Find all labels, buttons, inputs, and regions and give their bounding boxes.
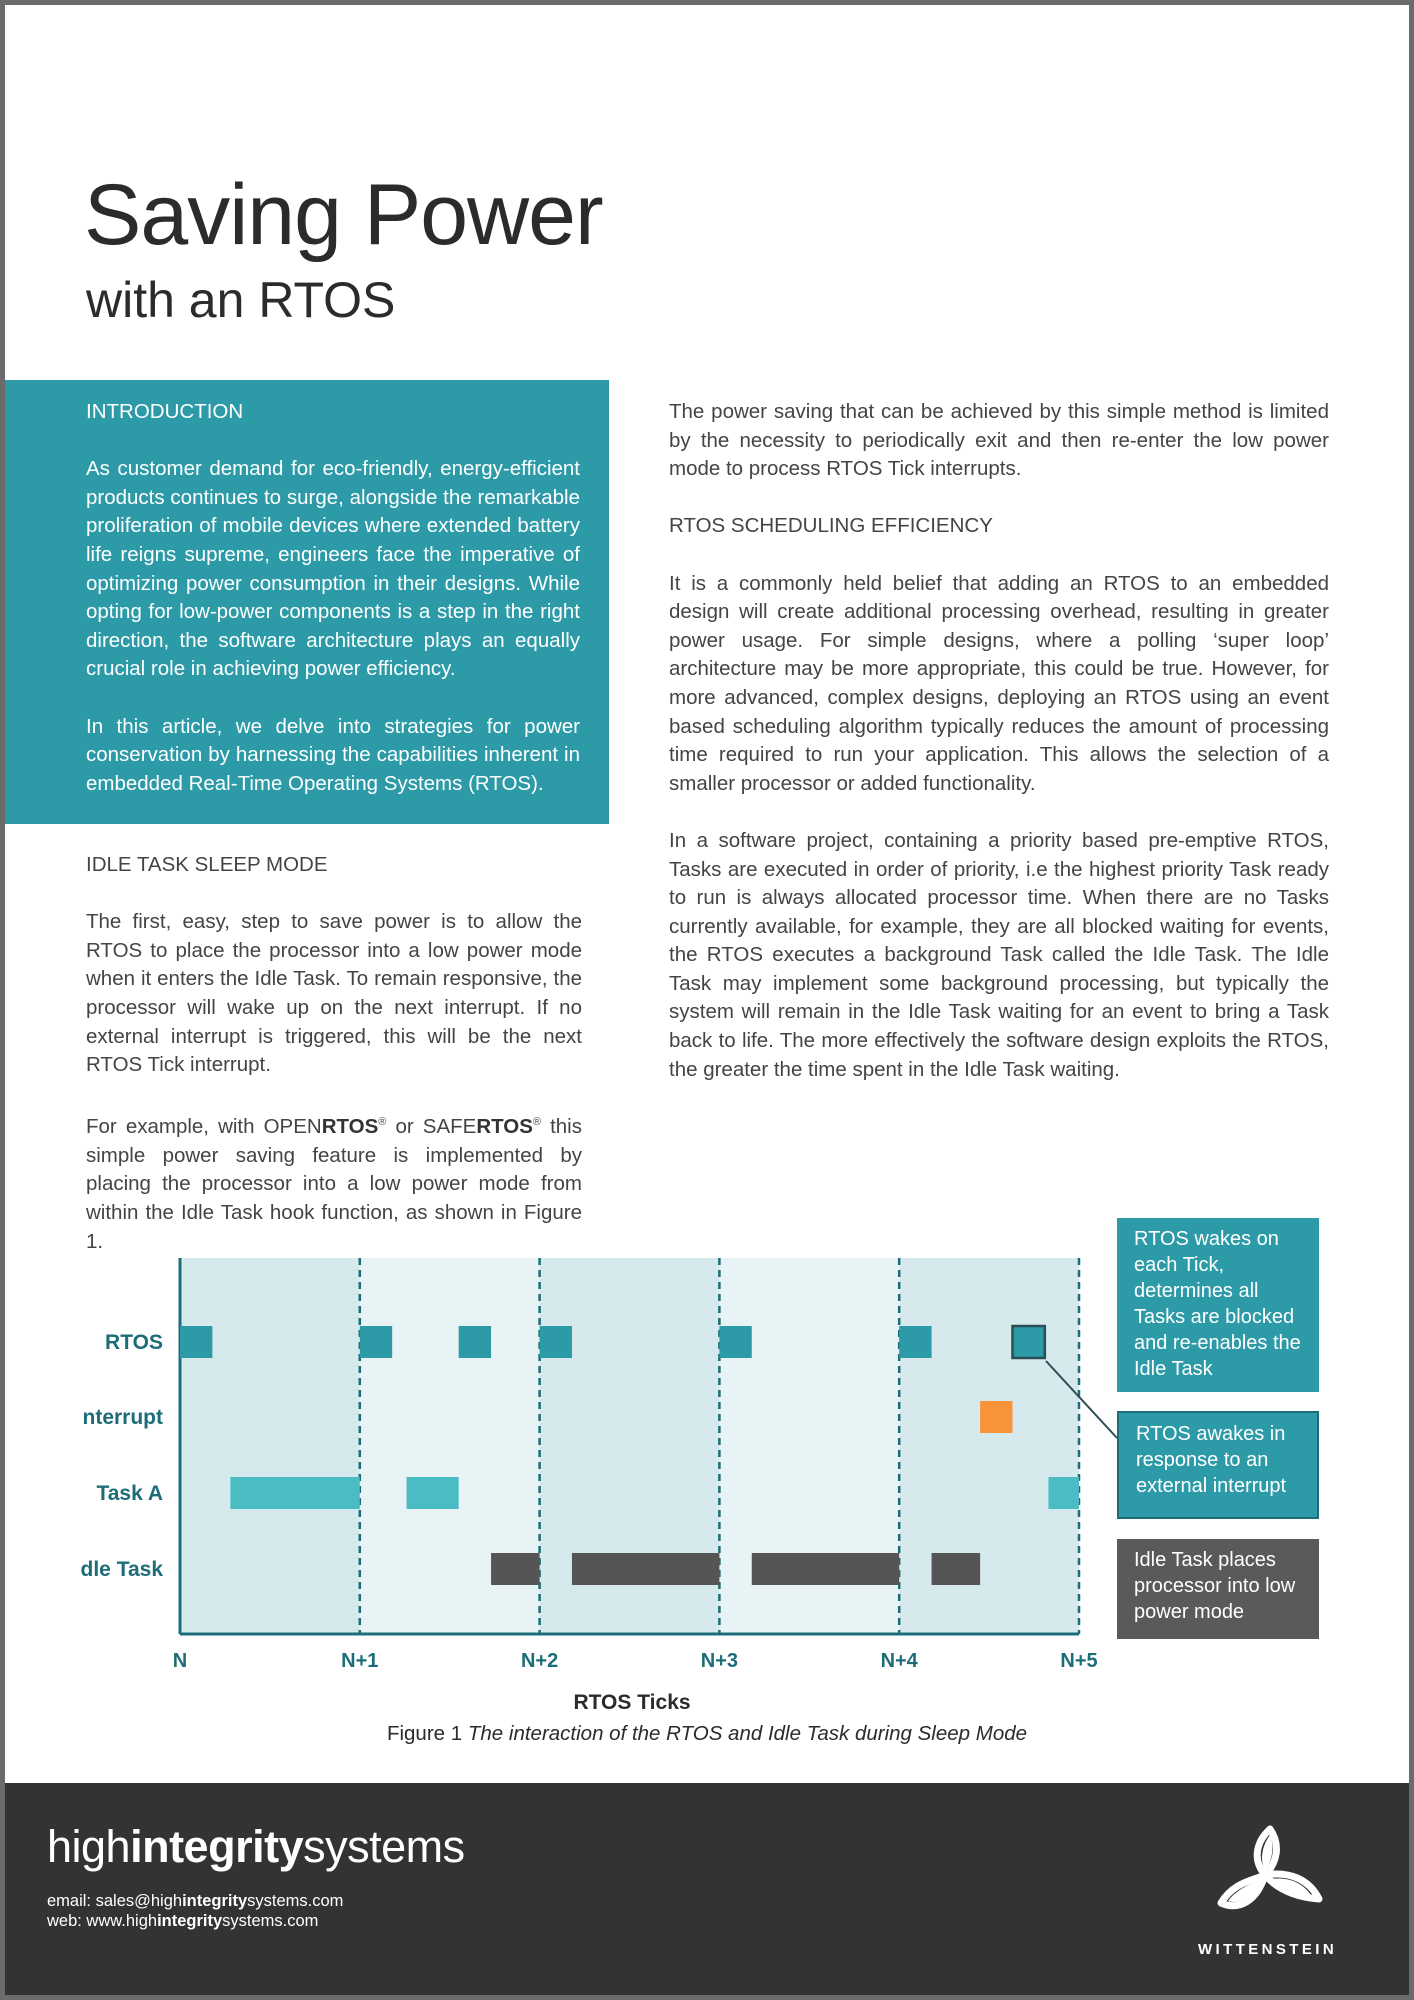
intro-column [86,398,580,798]
segment-task-a [1048,1477,1079,1509]
email-link[interactable]: email: sales@highintegritysystems.com [47,1892,344,1910]
callout-tick-wake: RTOS wakes on each Tick, determines all Tasks are blocked and re-enables the Idle Task [1117,1218,1319,1392]
page-subtitle: with an RTOS [86,272,396,328]
idle-task-paragraph-1: The first, easy, step to save power is to allow the RTOS to place the processor into a low power mode when it enters the Idle Task. To remain responsive, the processor will wake up on the next interrupt. If no external interrupt is triggered, this will be the next RTOS Tick interrupt. [86,910,582,1077]
intro-paragraph-2: In this article, we delve into strategies for power conservation by harnessing the capabilities inherent in embedded Real-Time Operating Systems (RTOS). [86,714,580,795]
segment-idle-task [752,1553,899,1585]
tick-band [180,1258,360,1634]
x-tick-label: N+4 [880,1650,918,1672]
segment-rtos [719,1326,751,1358]
callout-interrupt-wake: RTOS awakes in response to an external interrupt [1117,1411,1319,1519]
figure-caption-label: Figure 1 [386,1722,463,1745]
page-title: Saving Power [84,167,603,263]
segment-idle-task [572,1553,719,1585]
idle-task-paragraph-2: For example, with OPENRTOS® or SAFERTOS® this simple power saving feature is implemented by placing the processor into a low power mode from within the Idle Task hook function, as shown in Figure 1. [86,1115,582,1253]
row-label: Task A [96,1482,163,1505]
row-label: dle Task [80,1558,163,1581]
tick-band [899,1258,1079,1634]
segment-rtos [180,1326,212,1358]
x-tick-label: N+5 [1060,1650,1098,1672]
figure-caption [0,1722,1414,1746]
right-paragraph-3: In a software project, containing a priority based pre-emptive RTOS, Tasks are executed in order of priority, i.e the highest priority Task ready to run is always allocated processor time. When there are no Tasks currently available, for example, they are all blocked waiting for events, the RTOS executes a background Task called the Idle Task. The Idle Task may implement some background processing, but typically the system will remain in the Idle Task waiting for an event to bring a Task back to life. The more effectively the software design exploits the RTOS, the greater the time spent in the Idle Task waiting. [669,828,1329,1081]
scheduling-heading: RTOS SCHEDULING EFFICIENCY [669,514,993,538]
intro-paragraph-1: As customer demand for eco-friendly, energy-efficient products continues to surge, alongside the remarkable proliferation of mobile devices where extended battery life reigns supreme, engineers face the imperative of optimizing power consumption in their designs. While opting for low-power components is a step in the right direction, the software architecture plays an equally crucial role in achieving power efficiency. [86,457,580,681]
segment-task-a [407,1477,459,1509]
right-column [669,398,1329,1084]
segment-rtos [540,1326,572,1358]
segment-idle-task [932,1553,981,1585]
x-tick-label: N+3 [700,1650,739,1672]
segment-rtos [899,1326,931,1358]
segment-task-a [230,1477,359,1509]
x-tick-label: N+2 [520,1650,559,1672]
brand-wordmark: highintegritysystems [47,1821,465,1872]
segment-idle-task [491,1553,540,1585]
idle-task-heading: IDLE TASK SLEEP MODE [86,853,328,876]
right-paragraph-2: It is a commonly held belief that adding an RTOS to an embedded design will create additional processing overhead, resulting in greater power usage. For simple designs, where a polling ‘super loop’ architecture may be more appropriate, this could be true. However, for more advanced, complex designs, deploying an RTOS using an event based scheduling algorithm typically reduces the amount of processing time required to run your application. This allows the selection of a smaller processor or added functionality. [669,571,1329,795]
segment-rtos [360,1326,392,1358]
wittenstein-logo-icon [1215,1823,1325,1923]
wittenstein-label: WITTENSTEIN [1198,1941,1338,1958]
row-label: RTOS [105,1331,163,1354]
row-label: nterrupt [82,1406,163,1429]
contact-info [47,1891,343,1931]
segment-interrupt [980,1401,1012,1433]
web-link[interactable]: web: www.highintegritysystems.com [47,1912,319,1930]
idle-task-section [86,851,582,1256]
x-tick-label: N+1 [341,1650,379,1672]
intro-heading: INTRODUCTION [86,400,244,423]
x-tick-label: N [172,1650,188,1672]
figure-caption-text: The interaction of the RTOS and Idle Task during Sleep Mode [467,1722,1028,1745]
callout-idle-low-power: Idle Task places processor into low power mode [1117,1539,1319,1639]
segment-rtos [1012,1326,1044,1358]
right-paragraph-1: The power saving that can be achieved by this simple method is limited by the necessity to periodically exit and then re-enter the low power mode to process RTOS Tick interrupts. [669,400,1329,481]
x-axis-title: RTOS Ticks [573,1691,691,1714]
segment-rtos [459,1326,491,1358]
footer [5,1783,1409,1995]
